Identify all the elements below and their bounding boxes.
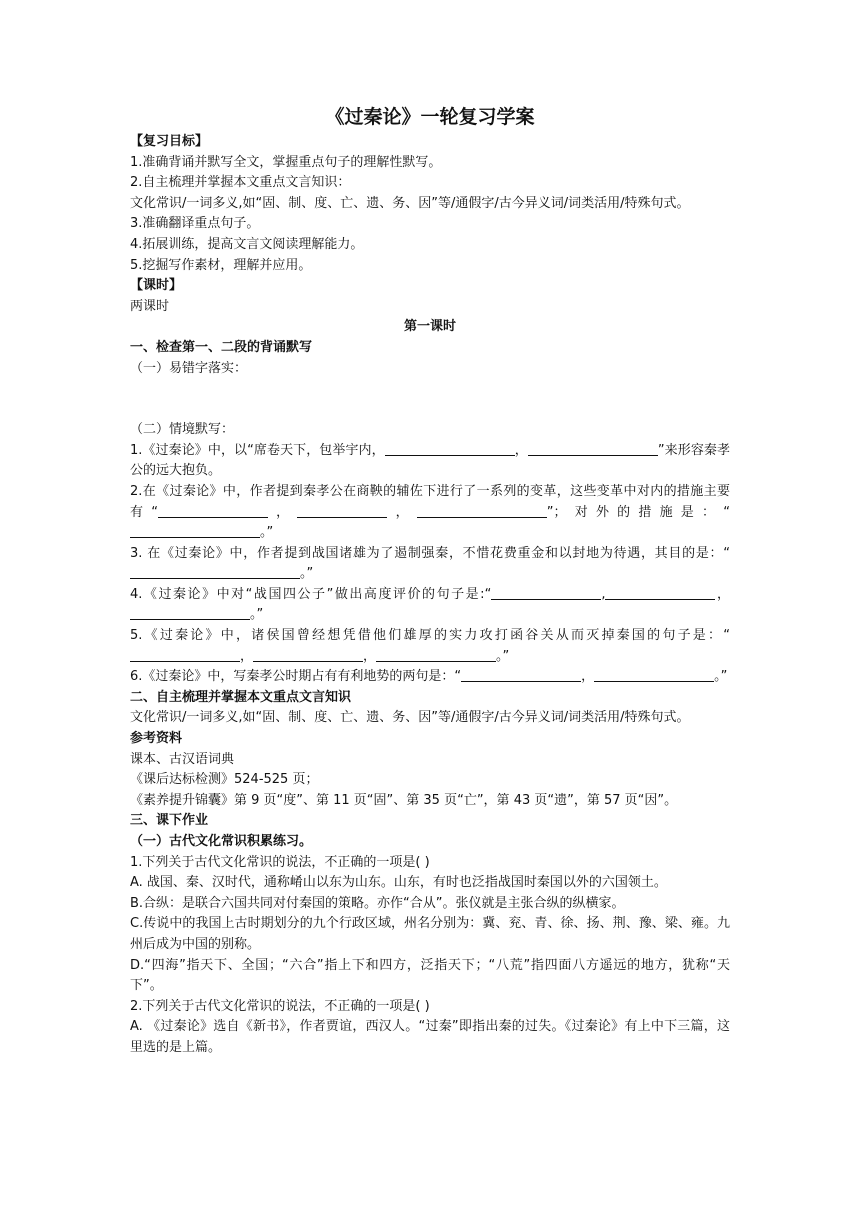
hours-text: 两课时	[130, 298, 170, 314]
blank-space	[130, 379, 730, 420]
answer-blank[interactable]	[385, 441, 515, 456]
question-5: 5.《过秦论》中，诸侯国曾经想凭借他们雄厚的实力攻打函谷关从而灭掉秦国的句子是：“， ， 。”	[130, 628, 730, 664]
goal-item: 5.挖掘写作素材，理解并应用。	[130, 257, 312, 273]
reference-item: 课本、古汉语词典	[130, 751, 235, 767]
answer-blank[interactable]	[594, 667, 714, 682]
answer-blank[interactable]	[605, 585, 715, 600]
answer-blank[interactable]	[528, 441, 658, 456]
document-page	[130, 102, 730, 1059]
goal-item: 文化常识/一词多义,如“固、制、度、亡、遗、务、因”等/通假字/古今异义词/词类活用/特殊句式。	[130, 195, 690, 211]
lesson-title: 第一课时	[403, 319, 456, 335]
exercise-option: A. 《过秦论》选自《新书》，作者贾谊，西汉人。“过秦”即指出秦的过失。《过秦论》有上中下三篇，这里选的是上篇。	[130, 1019, 730, 1055]
question-2: 2.在《过秦论》中，作者提到秦孝公在商鞅的辅佐下进行了一系列的变革，这些变革中对内的措施主要有“ ， ， ”；对外的措施是：“。”	[130, 483, 730, 541]
answer-blank[interactable]	[130, 605, 250, 620]
answer-blank[interactable]	[491, 585, 601, 600]
section-heading: 三、课下作业	[130, 813, 209, 829]
subsection-heading: （一）古代文化常识积累练习。	[130, 834, 313, 849]
hours-heading: 【课时】	[130, 278, 183, 294]
reference-item: 《素养提升锦囊》第 9 页“度”、第 11 页“固”、第 35 页“亡”，第 43 页“遗”，第 57 页“因”。	[130, 792, 678, 808]
goal-item: 2.自主梳理并掌握本文重点文言知识：	[130, 175, 351, 191]
section-heading: 一、检查第一、二段的背诵默写	[130, 339, 313, 355]
section-heading: 二、自主梳理并掌握本文重点文言知识	[130, 689, 352, 705]
exercise-option: D.“四海”指天下、全国；“六合”指上下和四方，泛指天下；“八荒”指四面八方遥远的地方，犹称“天下”。	[130, 957, 730, 994]
question-6: 6.《过秦论》中，写秦孝公时期占有有利地势的两句是：“ ， 。”	[130, 669, 728, 685]
exercise-question: 2.下列关于古代文化常识的说法，不正确的一项是( )	[130, 998, 430, 1014]
reference-item: 《课后达标检测》524-525 页；	[130, 772, 319, 788]
goal-item: 1.准确背诵并默写全文，掌握重点句子的理解性默写。	[130, 154, 442, 170]
answer-blank[interactable]	[376, 647, 496, 662]
exercise-question: 1.下列关于古代文化常识的说法，不正确的一项是( )	[130, 854, 430, 870]
answer-blank[interactable]	[130, 647, 240, 662]
goal-item: 4.拓展训练，提高文言文阅读理解能力。	[130, 236, 364, 252]
answer-blank[interactable]	[461, 667, 581, 682]
question-1: 1.《过秦论》中，以“席卷天下，包举宇内， ， ”来形容秦孝公的远大抱负。	[130, 442, 730, 479]
subsection-heading: （二）情境默写：	[130, 422, 235, 438]
answer-blank[interactable]	[417, 503, 547, 518]
answer-blank[interactable]	[253, 647, 363, 662]
answer-blank[interactable]	[130, 564, 300, 579]
section-text: 文化常识/一词多义,如“固、制、度、亡、遗、务、因”等/通假字/古今异义词/词类活用/特殊句式。	[130, 710, 690, 726]
subsection-heading: （一）易错字落实：	[130, 360, 248, 376]
answer-blank[interactable]	[130, 523, 260, 538]
goals-heading: 【复习目标】	[130, 134, 209, 149]
answer-blank[interactable]	[297, 503, 387, 518]
question-4: 4.《过秦论》中对“战国四公子”做出高度评价的句子是:“ , ，。”	[130, 586, 730, 623]
document-title: 《过秦论》一轮复习学案	[325, 106, 535, 128]
goal-item: 3.准确翻译重点句子。	[130, 216, 260, 232]
exercise-option: B.合纵：是联合六国共同对付秦国的策略。亦作“合从”。张仪就是主张合纵的纵横家。	[130, 895, 625, 911]
question-3: 3. 在《过秦论》中，作者提到战国诸雄为了遏制强秦，不惜花费重金和以封地为待遇，其目的是：“。”	[130, 545, 730, 582]
reference-heading: 参考资料	[130, 731, 183, 747]
exercise-option: A. 战国、秦、汉时代，通称崤山以东为山东。山东，有时也泛指战国时秦国以外的六国领土。	[130, 875, 667, 891]
answer-blank[interactable]	[158, 503, 268, 518]
exercise-option: C.传说中的我国上古时期划分的九个行政区域，州名分别为：冀、兖、青、徐、扬、荆、豫、梁、雍。九州后成为中国的别称。	[130, 916, 730, 952]
